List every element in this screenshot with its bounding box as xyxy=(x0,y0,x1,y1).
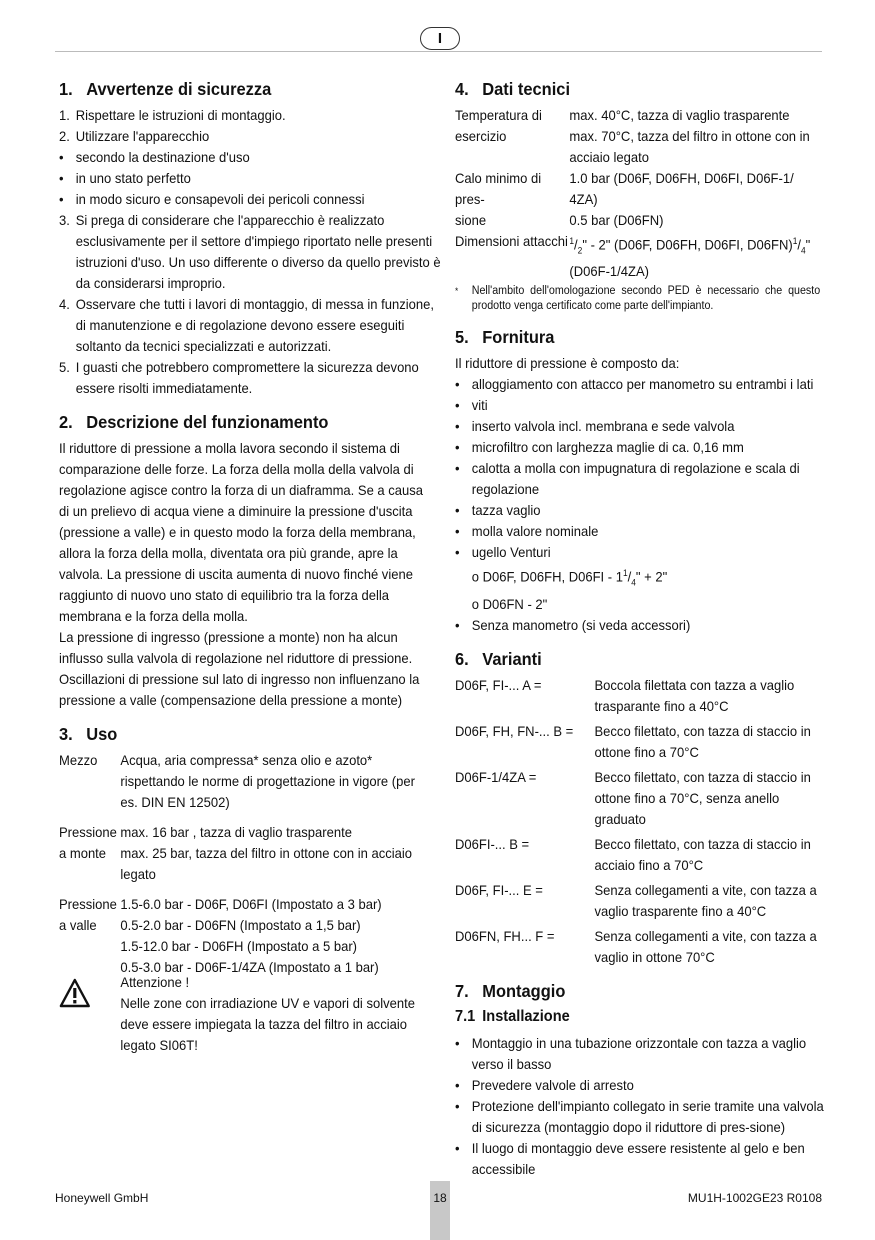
variant-row: D06F, FH, FN-... B = Becco filettato, con tazza di staccio in ottone fino a 70°C xyxy=(455,722,811,760)
list-item: • microfiltro con larghezza maglie di ca. 0,16 mm xyxy=(455,439,744,456)
section-title: 7. Montaggio xyxy=(455,980,566,1001)
section-technical-data xyxy=(455,78,822,314)
use-row-medium: Mezzo Acqua, aria compressa* senza olio e azoto* rispettando le norme di progettazione in vigore (per es. DIN EN 12502) xyxy=(59,752,415,810)
section-title: 1. Avvertenze di sicurezza xyxy=(59,79,272,99)
page-number-tab xyxy=(430,1181,450,1240)
page-number: 18 xyxy=(433,1191,447,1205)
list-item: • viti xyxy=(455,397,488,414)
intro-text: Il riduttore di pressione è composto da: xyxy=(455,355,680,372)
list-item: • alloggiamento con attacco per manometro su entrambi i lati xyxy=(455,376,814,393)
footer-company: Honeywell GmbH xyxy=(55,1191,149,1205)
section-title: 2. Descrizione del funzionamento xyxy=(59,412,329,432)
section-title: 5. Fornitura xyxy=(455,327,555,348)
section-safety xyxy=(59,78,441,399)
subsection-title: 7.1 Installazione xyxy=(455,1007,570,1025)
paragraph: Il riduttore di pressione a molla lavora secondo il sistema di comparazione delle forze. La forza della molla della valvola di regolazione agisce contro la forza di un diaframma. Se a causa di un prelievo di acqua viene a diminuire la pressione d'uscita (pressione a valle) e in questo modo la forza della membrana, allora la forza della molla, diventata ora più grande, apre la valvola. La pressione di uscita aumenta di nuovo finché viene raggiunto di nuovo uno stato di equilibrio tra la forza della membrana e la forza della molla. xyxy=(59,440,424,624)
section-function xyxy=(59,411,431,711)
list-item: • Protezione dell'impianto collegato in serie tramite una valvola di sicurezza (montaggio dopo il riduttore di pres-sione) xyxy=(455,1097,824,1135)
section-use xyxy=(59,723,431,1056)
list-item: • ugello Venturi o D06F, D06FH, $D06FI - 1^1/_4$" + 2" o D06FN - 2" xyxy=(455,544,668,612)
tech-row-connections: Dimensioni attacchi $^1/_2$" - 2" (D06F, D06FH, D06FI, $D06FN)^1/_4$" (D06F-1/4ZA) xyxy=(455,233,811,280)
list-item: • in uno stato perfetto xyxy=(59,170,191,186)
footnote: * Nell'ambito dell'omologazione secondo PED è necessario che questo prodotto venga certificato come parte dell'impianto. xyxy=(455,285,821,313)
section-installation xyxy=(455,980,822,1180)
list-item: • Montaggio in una tubazione orizzontale con tazza a vaglio verso il basso xyxy=(455,1034,807,1072)
language-badge: I xyxy=(420,27,460,50)
header-rule xyxy=(55,51,822,52)
tech-row-pressure-drop: Calo minimo di pres- sione 1.0 bar (D06F, D06FH, D06FI, D06F-1/ 4ZA) 0.5 bar (D06FN) xyxy=(455,170,794,228)
list-item: • secondo la destinazione d'uso xyxy=(59,149,250,165)
list-item: • Prevedere valvole di arresto xyxy=(455,1076,634,1093)
variant-row: D06FI-... B = Becco filettato, con tazza di staccio in acciaio fino a 70°C xyxy=(455,835,811,873)
list-item: 4. Osservare che tutti i lavori di montaggio, di messa in funzione, di manutenzione e di regolazione devono essere eseguiti soltanto da tecnici specializzati e autorizzati. xyxy=(59,296,434,354)
list-item: • molla valore nominale xyxy=(455,523,599,540)
section-title: 6. Varianti xyxy=(455,648,542,669)
variant-row: D06F, FI-... E = Senza collegamenti a vite, con tazza a vaglio trasparente fino a 40°C xyxy=(455,881,817,919)
right-column xyxy=(455,78,822,1192)
variant-row: D06F-1/4ZA = Becco filettato, con tazza di staccio in ottone fino a 70°C, senza anello graduato xyxy=(455,768,811,827)
list-item: 2. Utilizzare l'apparecchio xyxy=(59,128,210,144)
list-item: • inserto valvola incl. membrana e sede valvola xyxy=(455,418,735,435)
list-item: • Senza manometro (si veda accessori) xyxy=(455,616,691,633)
use-row-outlet-pressure: Pressione a valle 1.5-6.0 bar - D06F, D06FI (Impostato a 3 bar) 0.5-2.0 bar - D06FN (Impostato a 1,5 bar) 1.5-12.0 bar - D06FH (Impostato a 5 bar) 0.5-3.0 bar - D06F-1/4ZA (Impostato a 1 bar) xyxy=(59,896,382,975)
tech-row-temperature: Temperatura di esercizio max. 40°C, tazza di vaglio trasparente max. 70°C, tazza del filtro in ottone con in acciaio legato xyxy=(455,107,810,165)
list-item: 1. Rispettare le istruzioni di montaggio. xyxy=(59,107,286,123)
list-item: • tazza vaglio xyxy=(455,502,541,519)
warning-icon xyxy=(59,972,120,1056)
footer-document-id: MU1H-1002GE23 R0108 xyxy=(687,1191,822,1205)
warning-note: Attenzione ! Nelle zone con irradiazione UV e vapori di solvente deve essere impiegata la tazza del filtro in acciaio legato SI06T! xyxy=(59,972,429,1056)
use-row-inlet-pressure: Pressione a monte max. 16 bar , tazza di vaglio trasparente max. 25 bar, tazza del filtro in ottone con in acciaio legato xyxy=(59,824,413,882)
variant-row: D06F, FI-... A = Boccola filettata con tazza a vaglio trasparante fino a 40°C xyxy=(455,676,795,714)
list-item: 5. I guasti che potrebbero compromettere la sicurezza devono essere risolti immediatamente. xyxy=(59,359,419,396)
list-item: • in modo sicuro e consapevoli dei pericoli connessi xyxy=(59,191,365,207)
left-column xyxy=(59,78,441,1068)
variant-row: D06FN, FH... F = Senza collegamenti a vite, con tazza a vaglio in ottone 70°C xyxy=(455,927,817,965)
section-variants xyxy=(455,648,822,968)
paragraph: La pressione di ingresso (pressione a monte) non ha alcun influsso sulla valvola di regolazione nel riduttore di pressione. Oscillazioni di pressione sul lato di ingresso non influenzano la pressione a valle (compensazione della pressione a monte) xyxy=(59,629,420,708)
section-title: 3. Uso xyxy=(59,724,118,744)
list-item: • calotta a molla con impugnatura di regolazione e scala di regolazione xyxy=(455,460,800,498)
list-item: 3. Si prega di considerare che l'apparecchio è realizzato esclusivamente per il settore d'impiego riportato nelle presenti istruzioni d'uso. Un uso differente o diverso da quello previsto è da considerarsi improprio. xyxy=(59,212,441,291)
section-title: 4. Dati tecnici xyxy=(455,79,571,99)
list-item: • Il luogo di montaggio deve essere resistente al gelo e ben accessibile xyxy=(455,1139,805,1177)
section-supply xyxy=(455,326,822,635)
